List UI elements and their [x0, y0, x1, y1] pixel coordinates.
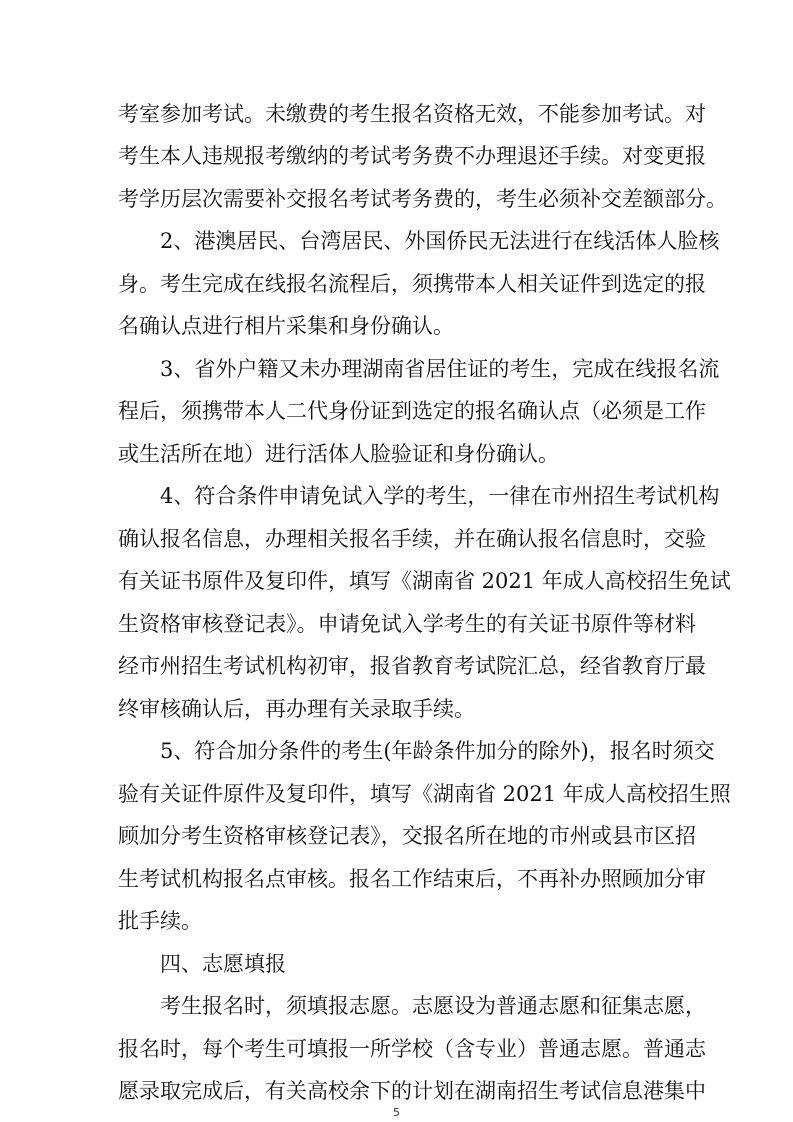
text-line: 验有关证件原件及复印件，填写《湖南省 2021 年成人高校招生照 [118, 782, 731, 806]
text-line: 2、港澳居民、台湾居民、外国侨民无法进行在线活体人脸核 [160, 229, 720, 253]
text-line: 程后，须携带本人二代身份证到选定的报名确认点（必须是工作 [118, 399, 706, 423]
text-line: 考生报名时，须填报志愿。志愿设为普通志愿和征集志愿， [160, 994, 706, 1018]
text-line: 3、省外户籍又未办理湖南省居住证的考生，完成在线报名流 [160, 357, 720, 381]
text-line: 批手续。 [118, 909, 202, 933]
text-line: 终审核确认后，再办理有关录取手续。 [118, 697, 475, 721]
text-line: 有关证书原件及复印件，填写《湖南省 2021 年成人高校招生免试 [118, 569, 731, 593]
text-line: 确认报名信息，办理相关报名手续，并在确认报名信息时，交验 [118, 527, 706, 551]
text-line: 愿录取完成后，有关高校余下的计划在湖南招生考试信息港集中 [118, 1079, 706, 1103]
text-line: 或生活所在地）进行活体人脸验证和身份确认。 [118, 442, 559, 466]
text-line: 4、符合条件申请免试入学的考生，一律在市州招生考试机构 [160, 484, 720, 508]
text-line: 考室参加考试。未缴费的考生报名资格无效，不能参加考试。对 [118, 102, 706, 126]
text-line: 名确认点进行相片采集和身份确认。 [118, 314, 454, 338]
text-line: 经市州招生考试机构初审，报省教育考试院汇总，经省教育厅最 [118, 654, 706, 678]
page-number: 5 [393, 1106, 400, 1119]
text-line: 考生本人违规报考缴纳的考试考务费不办理退还手续。对变更报 [118, 144, 706, 168]
section-heading: 四、志愿填报 [160, 952, 286, 976]
text-line: 报名时，每个考生可填报一所学校（含专业）普通志愿。普通志 [118, 1037, 706, 1061]
text-line: 生考试机构报名点审核。报名工作结束后，不再补办照顾加分审 [118, 867, 706, 891]
text-line: 顾加分考生资格审核登记表》，交报名所在地的市州或县市区招 [118, 824, 696, 848]
text-line: 身。考生完成在线报名流程后，须携带本人相关证件到选定的报 [118, 272, 706, 296]
text-line: 5、符合加分条件的考生(年龄条件加分的除外)，报名时须交 [160, 739, 715, 763]
text-line: 生资格审核登记表》。申请免试入学考生的有关证书原件等材料 [118, 612, 696, 636]
text-line: 考学历层次需要补交报名考试考务费的，考生必须补交差额部分。 [118, 187, 727, 211]
